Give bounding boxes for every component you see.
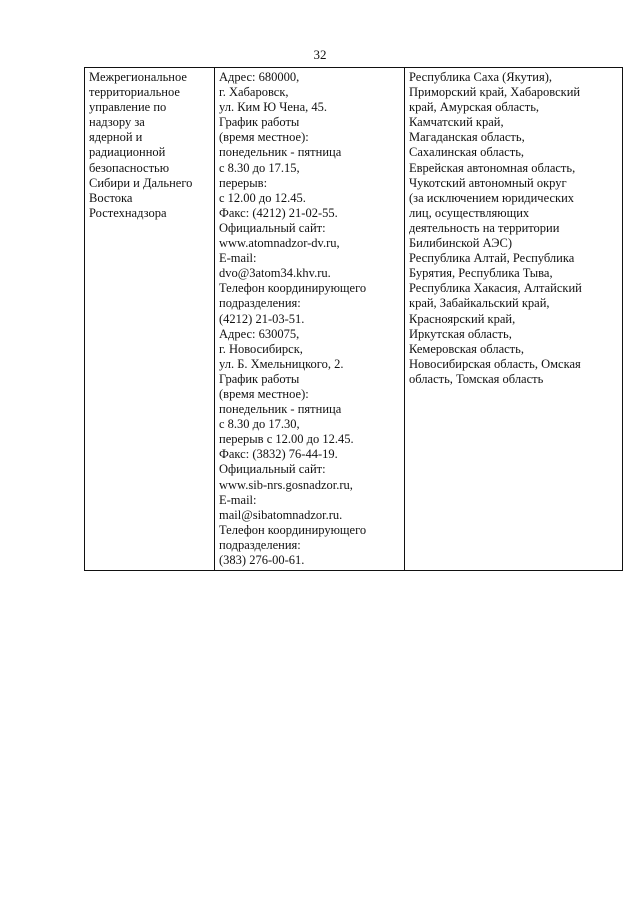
- table-row: [85, 68, 623, 571]
- organization-cell: Межрегиональное территориальное управление по надзору за ядерной и радиационной безопасностью Сибири и Дальнего Востока Ростехнадзора: [85, 68, 215, 571]
- contacts-cell: Адрес: 680000, г. Хабаровск, ул. Ким Ю Чена, 45. График работы (время местное): понедельник - пятница с 8.30 до 17.15, перерыв: с 12.00 до 12.45. Факс: (4212) 21-02-55. Официальный сайт: www.atomnadzor-dv.ru, E-mail: dvo@3atom34.khv.ru. Телефон координирующего подразделения: (4212) 21-03-51. Адрес: 630075, г. Новосибирск, ул. Б. Хмельницкого, 2. График работы (время местное): понедельник - пятница с 8.30 до 17.30, перерыв с 12.00 до 12.45. Факс: (3832) 76-44-19. Официальный сайт: www.sib-nrs.gosnadzor.ru, E-mail: mail@sibatomnadzor.ru. Телефон координирующего подразделения: (383) 276-00-61.: [215, 68, 405, 571]
- authority-table: [84, 67, 623, 571]
- page-number: 32: [313, 47, 327, 62]
- regions-cell: Республика Саха (Якутия), Приморский край, Хабаровский край, Амурская область, Камчатский край, Магаданская область, Сахалинская область, Еврейская автономная область, Чукотский автономный округ (за исключением юридических лиц, осуществляющих деятельность на территории Билибинской АЭС) Республика Алтай, Республика Бурятия, Республика Тыва, Республика Хакасия, Алтайский край, Забайкальский край, Красноярский край, Иркутская область, Кемеровская область, Новосибирская область, Омская область, Томская область: [405, 68, 623, 571]
